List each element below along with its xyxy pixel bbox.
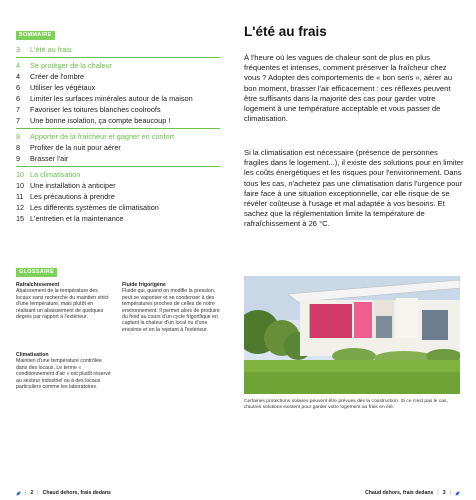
leaf-icon — [16, 491, 21, 496]
toc-page-number: 8 — [16, 132, 21, 141]
toc-page-number: 10 — [16, 181, 25, 190]
glossary-definition: Fluide qui, quand on modifie la pression, peut se vaporiser et se condenser à des températures proches de celles de notre environnement. Il permet alors de produire du froid au cours d'un cycle frigorifique en captant la chaleur d'un local ou d'une enceinte et en la rejetant à l'extérieur. — [122, 288, 220, 333]
toc-section-heading[interactable] — [16, 131, 220, 142]
toc-label: Créer de l'ombre — [30, 72, 85, 81]
toc-label: Favoriser les toitures blanches coolroofs — [30, 105, 161, 114]
toc-label: L'été au frais — [30, 45, 72, 54]
page-number-right: 3 — [442, 490, 446, 496]
toc-section-heading[interactable] — [16, 60, 220, 71]
glossary-term: Fluide frigorigène — [122, 282, 166, 288]
toc-entry[interactable] — [16, 104, 220, 115]
glossary-definition: Abaissement de la température des locaux sans recherche du maintien strict d'une température, mais plutôt en réalisant un abaissement de quelques degrés par rapport à l'extérieur. — [16, 288, 109, 321]
toc-label: Les différents systèmes de climatisation — [30, 203, 159, 212]
toc-label: L'entretien et la maintenance — [30, 214, 124, 223]
glossary-term: Climatisation — [16, 352, 49, 358]
toc-section-heading[interactable] — [16, 44, 220, 55]
toc-page-number: 9 — [16, 154, 21, 163]
toc-entry[interactable] — [16, 191, 220, 202]
toc-page-number: 6 — [16, 94, 21, 103]
toc-label: La climatisation — [30, 170, 81, 179]
toc-section-divider — [16, 57, 220, 58]
toc-entry[interactable] — [16, 82, 220, 93]
toc-page-number: 4 — [16, 72, 21, 81]
page-number-left: 2 — [30, 490, 34, 496]
toc-page-number: 12 — [16, 203, 25, 212]
toc-label: Une installation à anticiper — [30, 181, 116, 190]
toc-page-number: 3 — [16, 45, 21, 54]
toc-label: Brasser l'air — [30, 154, 69, 163]
summary-tag: SOMMAIRE — [16, 31, 55, 40]
toc-label: Une bonne isolation, ça compte beaucoup ! — [30, 116, 171, 125]
toc-label: Se protéger de la chaleur — [30, 61, 112, 70]
toc-entry[interactable] — [16, 180, 220, 191]
toc-page-number: 6 — [16, 83, 21, 92]
glossary-entry-climatisation — [16, 352, 114, 390]
toc-page-number: 15 — [16, 214, 25, 223]
toc-entry[interactable] — [16, 142, 220, 153]
toc-page-number: 7 — [16, 105, 21, 114]
toc-label: Profiter de la nuit pour aérer — [30, 143, 121, 152]
toc-label: Les précautions à prendre — [30, 192, 115, 201]
toc-entry[interactable] — [16, 153, 220, 164]
toc-page-number: 10 — [16, 170, 25, 179]
leaf-icon — [455, 491, 460, 496]
toc-page-number: 4 — [16, 61, 21, 70]
toc-label: Limiter les surfaces minérales autour de la maison — [30, 94, 193, 103]
glossary-tag: GLOSSAIRE — [16, 268, 57, 277]
toc-section-divider — [16, 128, 220, 129]
toc-page-number: 11 — [16, 192, 24, 201]
toc-page-number: 8 — [16, 143, 21, 152]
glossary-entry-rafraichissement — [16, 282, 114, 320]
toc-section-divider — [16, 166, 220, 167]
toc-entry[interactable] — [16, 71, 220, 82]
table-of-contents — [16, 44, 220, 224]
toc-page-number: 7 — [16, 116, 21, 125]
toc-label: Apporter de la fraîcheur et gagner en confort — [30, 132, 174, 141]
glossary-definition: Maintien d'une température contrôlée dans des locaux. Le terme « conditionnement d'air » est plutôt réservé au secteur industriel ou à des locaux particuliers comme les laboratoires. — [16, 358, 111, 391]
page-title: L'été au frais — [244, 24, 327, 39]
toc-section-heading[interactable] — [16, 169, 220, 180]
glossary-term: Rafraîchissement — [16, 282, 60, 288]
toc-entry[interactable] — [16, 213, 220, 224]
toc-entry[interactable] — [16, 115, 220, 126]
footer-title-left: Chaud dehors, frais dedans — [42, 490, 111, 496]
glossary-entry-fluide — [122, 282, 222, 333]
house-photo — [244, 276, 460, 394]
toc-label: Utiliser les végétaux — [30, 83, 96, 92]
second-paragraph: Si la climatisation est nécessaire (présence de personnes fragiles dans le logement...), il existe des solutions pour en limiter les coûts énergétiques et les risques pour l'environnement. Dans tous les cas, n'achetez pas une climatisation dans l'urgence pour faire face à une situation exceptionnelle, car elle risque de se révéler coûteuse à l'usage et mal adaptée à vos besoins. Et sachez que la réglementation limite la température de rafraîchissement à 26 °C. — [244, 148, 464, 229]
intro-paragraph: À l'heure où les vagues de chaleur sont de plus en plus fréquentes et intenses, comment préserver la fraîcheur chez vous ? Adopter des comportements de « bon sens », aérer au bon moment, brasser l'air efficacement : ces réflexes peuvent être suffisants dans la majorité des cas pour garder votre logement à une température acceptable et vous passer de climatisation. — [244, 53, 453, 124]
footer-title-right: Chaud dehors, frais dedans — [365, 490, 434, 496]
photo-caption: Certaines protections solaires peuvent être prévues dès la construction. Si ce n'est pas le cas, d'autres solutions existent pour garder votre logement au frais en été. — [244, 399, 448, 411]
footer-right: Chaud dehors, frais dedans | 3 | — [365, 490, 460, 497]
toc-entry[interactable] — [16, 202, 220, 213]
toc-entry[interactable] — [16, 93, 220, 104]
footer-left: | 2 | Chaud dehors, frais dedans — [16, 490, 111, 497]
